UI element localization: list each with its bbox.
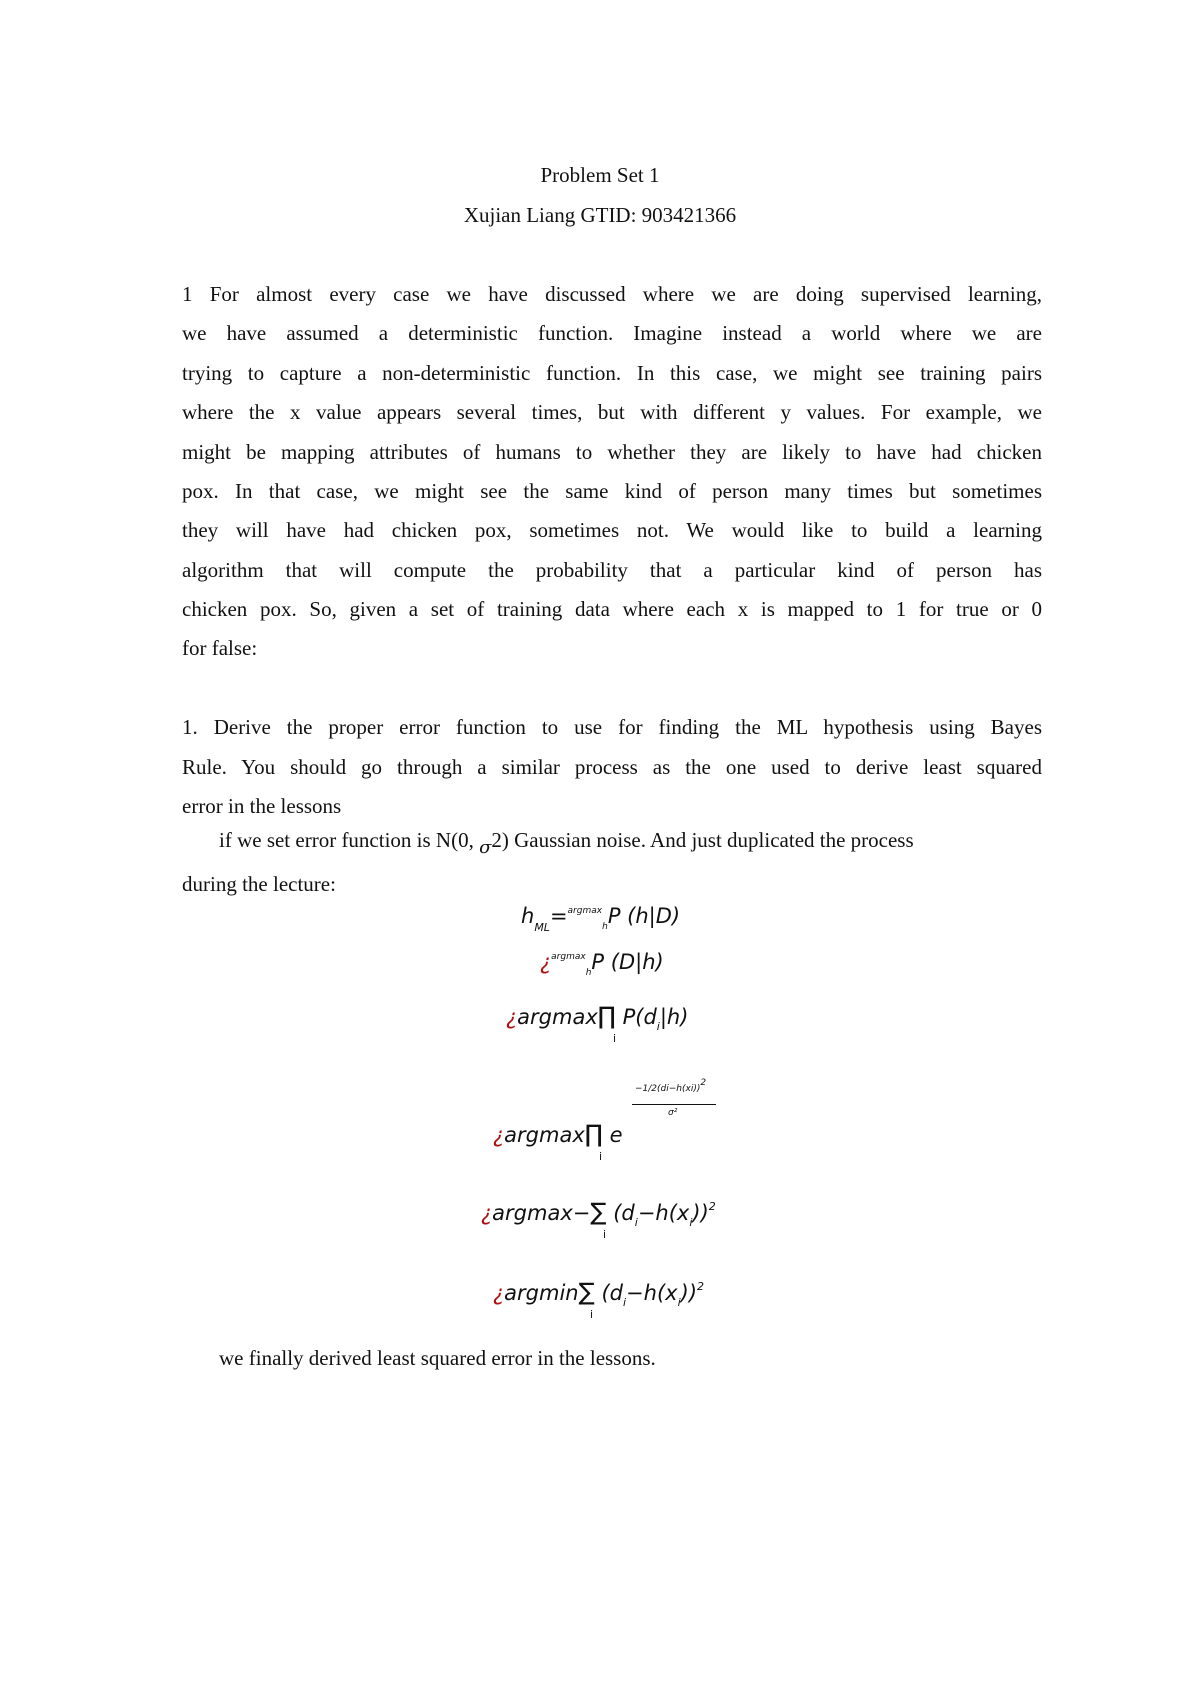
- sum-index: i: [603, 1228, 607, 1241]
- equation-hml: $h_{ML}=^{argmax}_hP$ (h|D): [521, 904, 681, 934]
- equation-likelihood: ¿$^{argmax}_h$P (D|h): [540, 950, 664, 978]
- intro-line: trying to capture a non-deterministic function. In this case, we might see training pairs: [182, 361, 1042, 385]
- product-index: i: [599, 1150, 603, 1163]
- intro-line: we have assumed a deterministic function. Imagine instead a world where we are: [182, 321, 1042, 345]
- equation-argmin: ¿argmin∑ $(d_i-h(x_i))^2$: [493, 1278, 705, 1309]
- intro-line: for false:: [182, 636, 258, 660]
- author-line: Xujian Liang GTID: 903421366: [463, 203, 737, 227]
- conclusion-line: we finally derived least squared error in the lessons.: [219, 1346, 656, 1370]
- document-title: Problem Set 1: [540, 163, 660, 187]
- intro-line: 1 For almost every case we have discussed where we are doing supervised learning,: [182, 282, 1042, 306]
- intro-line: algorithm that will compute the probability that a particular kind of person has: [182, 558, 1042, 582]
- exponent-denominator: σ²: [668, 1108, 678, 1118]
- equation-gaussian: ¿argmax∏ e: [493, 1120, 623, 1148]
- sum-index: i: [590, 1308, 594, 1321]
- exponent-numerator: −1/2(di−h(xi))2: [635, 1078, 707, 1094]
- exponent-fraction-bar: [632, 1104, 716, 1105]
- inverted-question-marker: ¿: [540, 950, 552, 974]
- intro-line: might be mapping attributes of humans to whether they are likely to have had chicken: [182, 440, 1042, 464]
- intro-line: they will have had chicken pox, sometimes not. We would like to build a learning: [182, 518, 1042, 542]
- question-line: Rule. You should go through a similar process as the one used to derive least squared: [182, 755, 1042, 779]
- intro-line: chicken pox. So, given a set of training data where each x is mapped to 1 for true or 0: [182, 597, 1042, 621]
- sigma-symbol: σ: [479, 837, 492, 858]
- equation-neg-sum: ¿argmax−∑ $(d_i-h(x_i))^2$: [481, 1198, 716, 1229]
- question-line: 1. Derive the proper error function to use for finding the ML hypothesis using Bayes: [182, 715, 1042, 739]
- answer-line: if we set error function is N(0, σ2) Gaussian noise. And just duplicated the process: [219, 828, 914, 858]
- equation-product: ¿argmax∏ $P(d_i|h)$: [506, 1002, 689, 1033]
- question-line: error in the lessons: [182, 794, 342, 818]
- intro-line: where the x value appears several times, but with different y values. For example, we: [182, 400, 1042, 424]
- answer-line: during the lecture:: [182, 872, 336, 896]
- product-index: i: [613, 1032, 617, 1045]
- intro-line: pox. In that case, we might see the same kind of person many times but sometimes: [182, 479, 1042, 503]
